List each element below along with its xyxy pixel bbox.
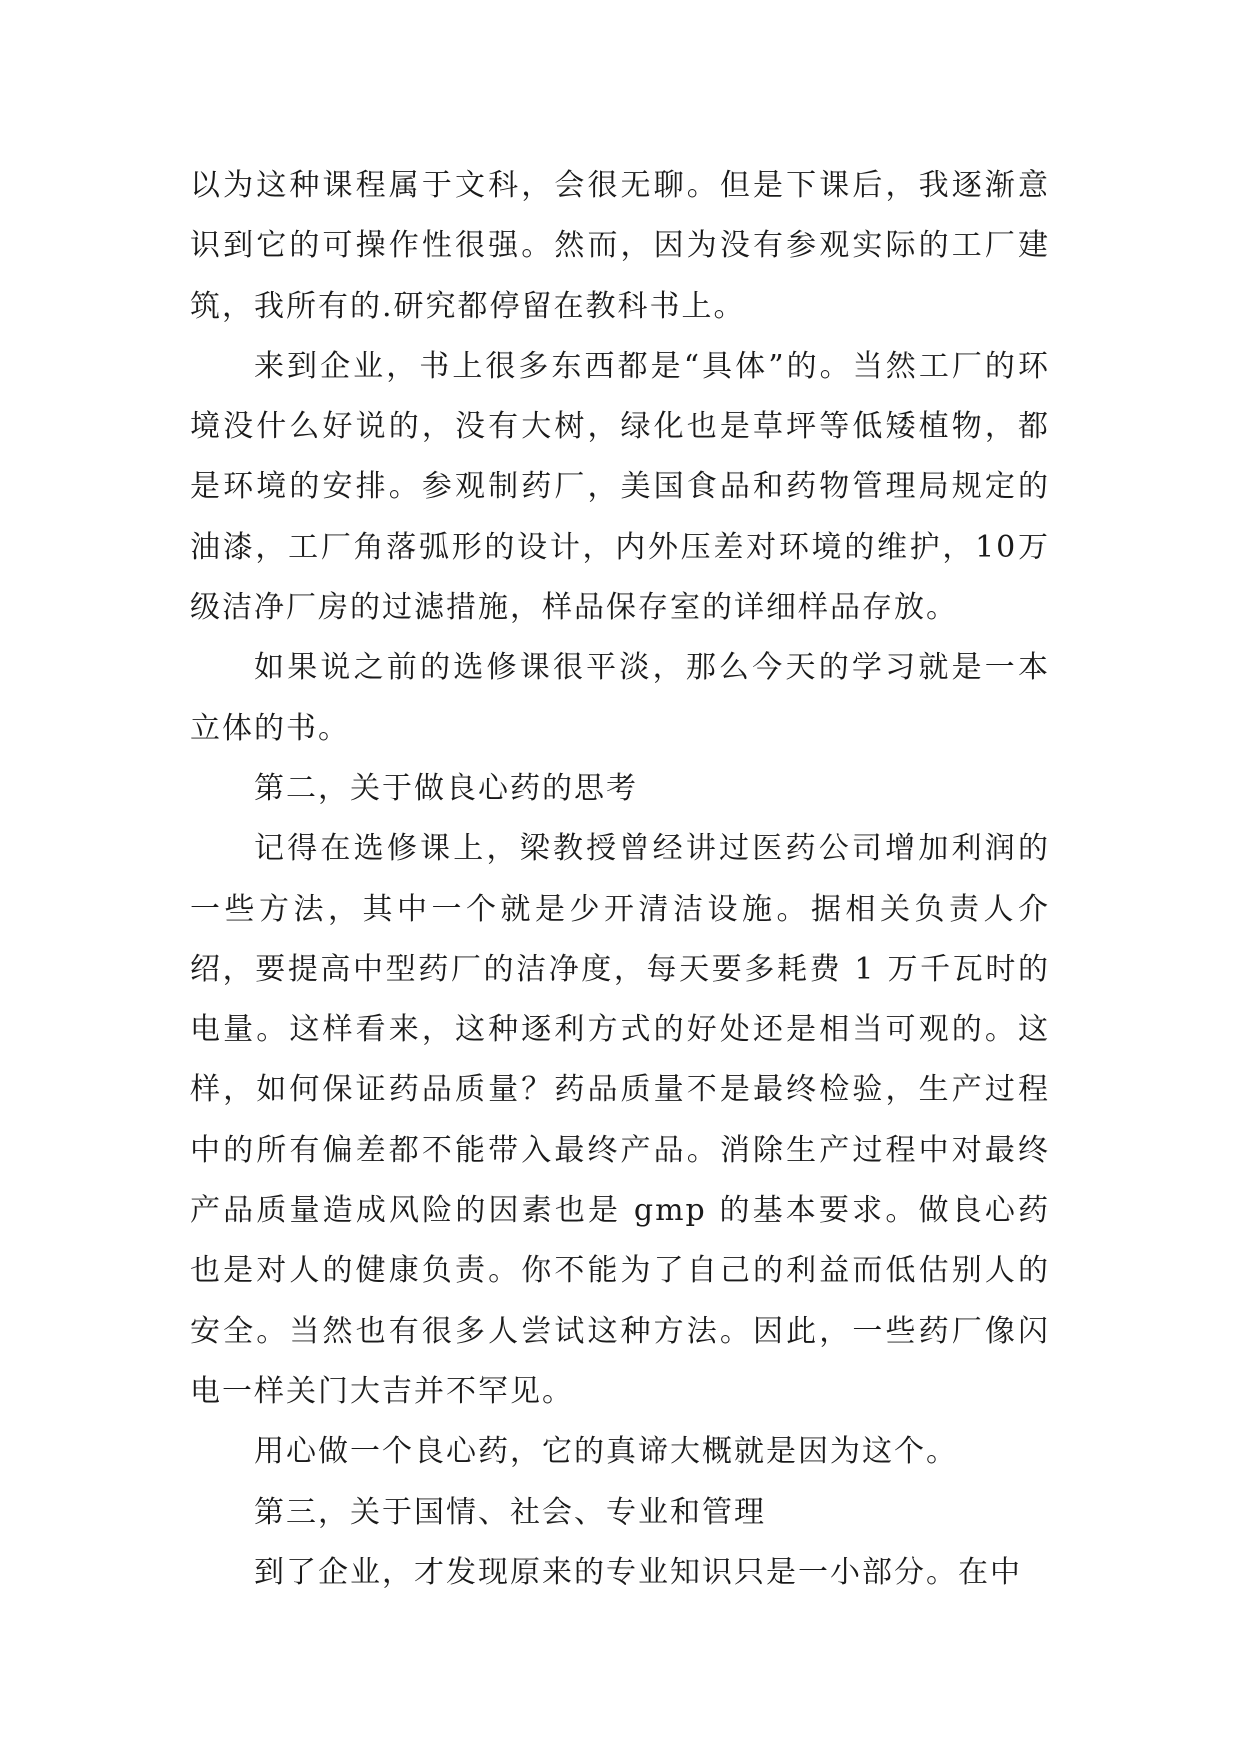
paragraph: 用心做一个良心药，它的真谛大概就是因为这个。 <box>254 1434 958 1470</box>
paragraph: 记得在选修课上，梁教授曾经讲过医药公司增加利润的一些方法，其中一个就是少开清洁设施。据相关负责人介绍，要提高中型药厂的洁净度，每天要多耗费 1 万千瓦时的电量。这样看来，这种逐利方式的好处还是相当可观的。这样，如何保证药品质量？药品质量不是最终检验，生产过程中的所有偏差都不能带入最终产品。消除生产过程中对最终产品质量造成风险的因素也是 gmp 的基本要求。做良心药也是对人的健康负责。你不能为了自己的利益而低估别人的安全。当然也有很多人尝试这种方法。因此，一些药厂像闪电一样关门大吉并不罕见。 <box>190 831 1050 1409</box>
paragraph: 来到企业，书上很多东西都是“具体”的。当然工厂的环境没什么好说的，没有大树，绿化也是草坪等低矮植物，都是环境的安排。参观制药厂，美国食品和药物管理局规定的油漆，工厂角落弧形的设计，内外压差对环境的维护，10万级洁净厂房的过滤措施，样品保存室的详细样品存放。 <box>190 348 1050 626</box>
paragraph: 以为这种课程属于文科，会很无聊。但是下课后，我逐渐意识到它的可操作性很强。然而，因为没有参观实际的工厂建筑，我所有的.研究都停留在教科书上。 <box>190 168 1050 324</box>
paragraph: 如果说之前的选修课很平淡，那么今天的学习就是一本立体的书。 <box>190 650 1050 746</box>
section-heading: 第三，关于国情、社会、专业和管理 <box>254 1494 766 1530</box>
paragraph: 到了企业，才发现原来的专业知识只是一小部分。在中 <box>254 1554 1022 1590</box>
document-body <box>190 156 1050 1603</box>
section-heading: 第二，关于做良心药的思考 <box>254 770 638 806</box>
